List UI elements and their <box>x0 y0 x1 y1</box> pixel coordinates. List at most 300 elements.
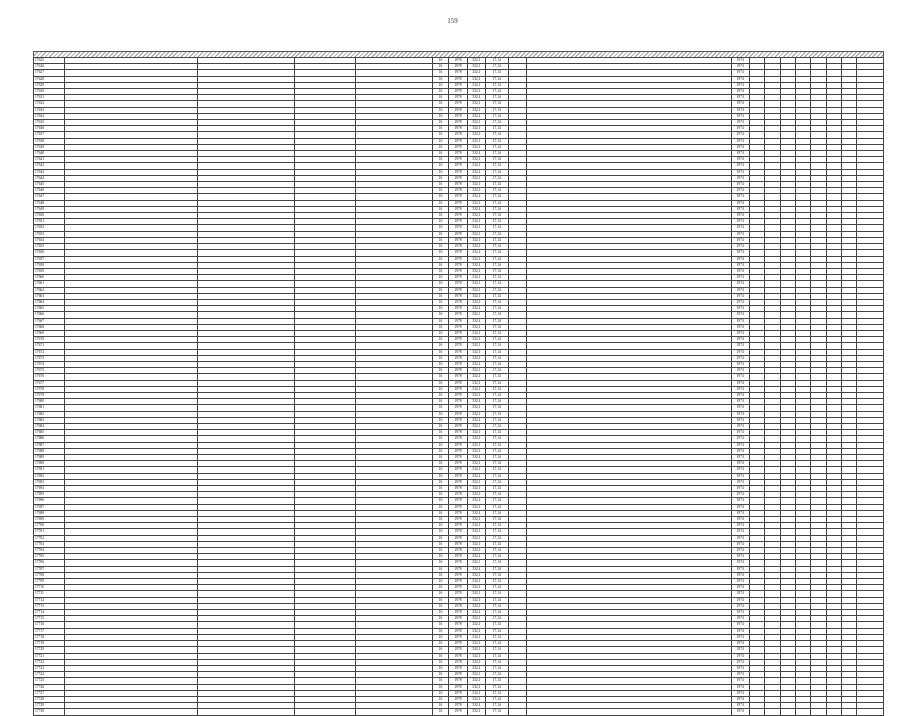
cell-house: 16 <box>432 672 448 678</box>
cell-id: 17723 <box>34 665 65 671</box>
cell-plan-year: 1974 <box>731 467 749 473</box>
cell-plan-year: 1974 <box>731 138 749 144</box>
cell-m8 <box>857 709 884 715</box>
cell-id: 17645 <box>34 182 65 188</box>
cell-house: 16 <box>432 268 448 274</box>
cell-area: 332,1 <box>467 541 485 547</box>
cell-plan-year: 1974 <box>731 529 749 535</box>
cell-area: 332,1 <box>467 703 485 709</box>
cell-id: 17652 <box>34 225 65 231</box>
cell-count: 17,14 <box>486 324 509 330</box>
cell-count: 17,14 <box>486 405 509 411</box>
cell-area: 332,1 <box>467 380 485 386</box>
cell-year: 1978 <box>449 597 467 603</box>
cell-area: 332,1 <box>467 560 485 566</box>
cell-plan-year: 1974 <box>731 374 749 380</box>
cell-plan-year: 1974 <box>731 610 749 616</box>
cell-house: 16 <box>432 467 448 473</box>
cell-year: 1978 <box>449 330 467 336</box>
cell-house: 16 <box>432 436 448 442</box>
cell-area: 332,1 <box>467 616 485 622</box>
cell-count: 17,14 <box>486 275 509 281</box>
cell-plan-year: 1974 <box>731 653 749 659</box>
cell-year: 1978 <box>449 95 467 101</box>
cell-m3 <box>780 709 795 715</box>
cell-area: 332,1 <box>467 256 485 262</box>
cell-id: 17699 <box>34 517 65 523</box>
cell-id: 17691 <box>34 467 65 473</box>
cell-year: 1978 <box>449 262 467 268</box>
cell-area: 332,1 <box>467 337 485 343</box>
cell-plan-year: 1974 <box>731 76 749 82</box>
cell-count: 17,14 <box>486 64 509 70</box>
cell-count: 17,14 <box>486 200 509 206</box>
cell-count: 17,14 <box>486 690 509 696</box>
cell-plan-year: 1974 <box>731 603 749 609</box>
cell-year: 1978 <box>449 442 467 448</box>
cell-house: 16 <box>432 82 448 88</box>
cell-plan-year: 1974 <box>731 684 749 690</box>
cell-year: 1978 <box>449 355 467 361</box>
cell-id: 17672 <box>34 349 65 355</box>
cell-id: 17716 <box>34 622 65 628</box>
cell-count: 17,14 <box>486 262 509 268</box>
cell-count: 17,14 <box>486 194 509 200</box>
cell-id: 17639 <box>34 144 65 150</box>
cell-year: 1978 <box>449 151 467 157</box>
cell-area: 332,1 <box>467 423 485 429</box>
cell-year: 1978 <box>449 306 467 312</box>
cell-year: 1978 <box>449 634 467 640</box>
cell-area: 332,1 <box>467 268 485 274</box>
cell-area: 332,1 <box>467 399 485 405</box>
cell-year: 1978 <box>449 318 467 324</box>
cell-year: 1978 <box>449 188 467 194</box>
cell-house: 16 <box>432 548 448 554</box>
cell-year: 1978 <box>449 486 467 492</box>
cell-area: 332,1 <box>467 455 485 461</box>
cell-house: 16 <box>432 343 448 349</box>
table-row <box>34 709 884 715</box>
cell-count: 17,14 <box>486 182 509 188</box>
cell-house: 16 <box>432 554 448 560</box>
cell-plan-year: 1974 <box>731 349 749 355</box>
cell-area: 332,1 <box>467 709 485 715</box>
cell-count: 17,14 <box>486 678 509 684</box>
cell-count: 17,14 <box>486 423 509 429</box>
cell-area: 332,1 <box>467 175 485 181</box>
cell-id: 17720 <box>34 647 65 653</box>
cell-count: 17,14 <box>486 461 509 467</box>
cell-id: 17628 <box>34 76 65 82</box>
cell-area: 332,1 <box>467 120 485 126</box>
cell-house: 16 <box>432 58 448 64</box>
cell-plan-year: 1974 <box>731 399 749 405</box>
cell-count: 17,14 <box>486 355 509 361</box>
cell-id: 17647 <box>34 194 65 200</box>
cell-count: 17,14 <box>486 641 509 647</box>
cell-count: 17,14 <box>486 399 509 405</box>
cell-id: 17662 <box>34 287 65 293</box>
cell-year: 1978 <box>449 200 467 206</box>
cell-area: 332,1 <box>467 250 485 256</box>
cell-area: 332,1 <box>467 169 485 175</box>
cell-id: 17722 <box>34 659 65 665</box>
cell-year: 1978 <box>449 659 467 665</box>
cell-count: 17,14 <box>486 684 509 690</box>
cell-house: 16 <box>432 113 448 119</box>
cell-house: 16 <box>432 448 448 454</box>
cell-count: 17,14 <box>486 293 509 299</box>
cell-house: 16 <box>432 293 448 299</box>
cell-area: 332,1 <box>467 312 485 318</box>
cell-area: 332,1 <box>467 554 485 560</box>
cell-plan-year: 1974 <box>731 641 749 647</box>
cell-plan-year: 1974 <box>731 355 749 361</box>
cell-area: 332,1 <box>467 219 485 225</box>
cell-area: 332,1 <box>467 473 485 479</box>
cell-plan-year: 1974 <box>731 672 749 678</box>
cell-count: 17,14 <box>486 591 509 597</box>
cell-area: 332,1 <box>467 517 485 523</box>
cell-id: 17708 <box>34 572 65 578</box>
cell-year: 1978 <box>449 163 467 169</box>
cell-house: 16 <box>432 169 448 175</box>
cell-count: 17,14 <box>486 436 509 442</box>
cell-house: 16 <box>432 355 448 361</box>
cell-count: 17,14 <box>486 442 509 448</box>
cell-house: 16 <box>432 392 448 398</box>
cell-year: 1978 <box>449 467 467 473</box>
cell-year: 1978 <box>449 337 467 343</box>
cell-plan-year: 1974 <box>731 113 749 119</box>
cell-area: 332,1 <box>467 486 485 492</box>
cell-count: 17,14 <box>486 616 509 622</box>
cell-year: 1978 <box>449 275 467 281</box>
cell-year: 1978 <box>449 107 467 113</box>
cell-count: 17,14 <box>486 597 509 603</box>
cell-house: 16 <box>432 486 448 492</box>
cell-area: 332,1 <box>467 107 485 113</box>
cell-house: 16 <box>432 566 448 572</box>
cell-area: 332,1 <box>467 76 485 82</box>
cell-id: 17728 <box>34 696 65 702</box>
cell-id: 17650 <box>34 213 65 219</box>
cell-year: 1978 <box>449 312 467 318</box>
cell-year: 1978 <box>449 696 467 702</box>
cell-m2 <box>765 709 780 715</box>
cell-house: 16 <box>432 473 448 479</box>
cell-id: 17688 <box>34 448 65 454</box>
cell-id: 17630 <box>34 89 65 95</box>
cell-house: 16 <box>432 616 448 622</box>
cell-count: 17,14 <box>486 548 509 554</box>
cell-house: 16 <box>432 703 448 709</box>
cell-id: 17627 <box>34 70 65 76</box>
cell-id: 17635 <box>34 120 65 126</box>
cell-id: 17710 <box>34 585 65 591</box>
cell-house: 16 <box>432 330 448 336</box>
cell-area: 332,1 <box>467 262 485 268</box>
cell-id: 17677 <box>34 380 65 386</box>
cell-year: 1978 <box>449 206 467 212</box>
cell-count: 17,14 <box>486 374 509 380</box>
cell-count: 17,14 <box>486 672 509 678</box>
cell-plan-year: 1974 <box>731 560 749 566</box>
cell-year: 1978 <box>449 423 467 429</box>
cell-year: 1978 <box>449 517 467 523</box>
cell-id: 17670 <box>34 337 65 343</box>
cell-count: 17,14 <box>486 479 509 485</box>
cell-id: 17680 <box>34 399 65 405</box>
cell-house: 16 <box>432 225 448 231</box>
cell-area: 332,1 <box>467 82 485 88</box>
cell-id: 17642 <box>34 163 65 169</box>
cell-area: 332,1 <box>467 101 485 107</box>
cell-plan-year: 1974 <box>731 417 749 423</box>
cell-count: 17,14 <box>486 250 509 256</box>
cell-area: 332,1 <box>467 628 485 634</box>
cell-year: 1978 <box>449 430 467 436</box>
cell-area: 332,1 <box>467 448 485 454</box>
cell-year: 1978 <box>449 380 467 386</box>
cell-house: 16 <box>432 132 448 138</box>
cell-house: 16 <box>432 641 448 647</box>
cell-plan-year: 1974 <box>731 306 749 312</box>
cell-count: 17,14 <box>486 287 509 293</box>
page-number: 159 <box>447 17 458 25</box>
cell-count: 17,14 <box>486 368 509 374</box>
cell-count: 17,14 <box>486 268 509 274</box>
cell-year: 1978 <box>449 343 467 349</box>
cell-id: 17697 <box>34 504 65 510</box>
cell-plan-year: 1974 <box>731 200 749 206</box>
cell-area: 332,1 <box>467 386 485 392</box>
cell-count: 17,14 <box>486 188 509 194</box>
cell-year: 1978 <box>449 541 467 547</box>
cell-id: 17694 <box>34 486 65 492</box>
cell-area: 332,1 <box>467 293 485 299</box>
cell-house: 16 <box>432 659 448 665</box>
cell-count: 17,14 <box>486 455 509 461</box>
cell-area: 332,1 <box>467 355 485 361</box>
cell-year: 1978 <box>449 529 467 535</box>
cell-area: 332,1 <box>467 572 485 578</box>
cell-house: 16 <box>432 163 448 169</box>
cell-area: 332,1 <box>467 324 485 330</box>
cell-id: 17640 <box>34 151 65 157</box>
cell-house: 16 <box>432 653 448 659</box>
cell-area: 332,1 <box>467 306 485 312</box>
cell-id: 17695 <box>34 492 65 498</box>
cell-work <box>526 709 731 715</box>
cell-house: 16 <box>432 678 448 684</box>
cell-plan-year: 1974 <box>731 541 749 547</box>
cell-area: 332,1 <box>467 585 485 591</box>
cell-year: 1978 <box>449 194 467 200</box>
cell-m1 <box>749 709 764 715</box>
cell-count: 17,14 <box>486 634 509 640</box>
cell-area: 332,1 <box>467 442 485 448</box>
cell-house: 16 <box>432 696 448 702</box>
cell-area: 332,1 <box>467 95 485 101</box>
cell-area: 332,1 <box>467 467 485 473</box>
cell-year: 1978 <box>449 566 467 572</box>
cell-id: 17714 <box>34 610 65 616</box>
cell-id: 17698 <box>34 510 65 516</box>
cell-count: 17,14 <box>486 510 509 516</box>
cell-house: 16 <box>432 194 448 200</box>
cell-house: 16 <box>432 231 448 237</box>
cell-plan-year: 1974 <box>731 275 749 281</box>
cell-id: 17686 <box>34 436 65 442</box>
cell-house: 16 <box>432 262 448 268</box>
cell-id: 17712 <box>34 597 65 603</box>
cell-id: 17719 <box>34 641 65 647</box>
cell-year: 1978 <box>449 510 467 516</box>
cell-id: 17632 <box>34 101 65 107</box>
cell-area: 332,1 <box>467 188 485 194</box>
cell-house: 16 <box>432 200 448 206</box>
cell-house: 16 <box>432 275 448 281</box>
cell-id: 17671 <box>34 343 65 349</box>
cell-count: 17,14 <box>486 535 509 541</box>
cell-area: 332,1 <box>467 89 485 95</box>
cell-count: 17,14 <box>486 82 509 88</box>
cell-count: 17,14 <box>486 213 509 219</box>
cell-plan-year: 1974 <box>731 455 749 461</box>
cell-plan-year: 1974 <box>731 101 749 107</box>
cell-plan-year: 1974 <box>731 448 749 454</box>
cell-id: 17721 <box>34 653 65 659</box>
cell-id: 17636 <box>34 126 65 132</box>
cell-area: 332,1 <box>467 157 485 163</box>
cell-area: 332,1 <box>467 647 485 653</box>
cell-area: 332,1 <box>467 231 485 237</box>
cell-house: 16 <box>432 76 448 82</box>
cell-id: 17717 <box>34 628 65 634</box>
cell-count: 17,14 <box>486 256 509 262</box>
cell-house: 16 <box>432 287 448 293</box>
cell-house: 16 <box>432 144 448 150</box>
cell-house: 16 <box>432 529 448 535</box>
cell-year: 1978 <box>449 405 467 411</box>
cell-id: 17703 <box>34 541 65 547</box>
cell-area: 332,1 <box>467 281 485 287</box>
cell-id: 17711 <box>34 591 65 597</box>
cell-plan-year: 1974 <box>731 182 749 188</box>
cell-plan-year: 1974 <box>731 436 749 442</box>
cell-count: 17,14 <box>486 541 509 547</box>
cell-count: 17,14 <box>486 411 509 417</box>
cell-house: 16 <box>432 312 448 318</box>
cell-id: 17661 <box>34 281 65 287</box>
cell-house: 16 <box>432 107 448 113</box>
housing-table <box>33 51 884 716</box>
cell-id: 17685 <box>34 430 65 436</box>
cell-plan-year: 1974 <box>731 461 749 467</box>
cell-area: 332,1 <box>467 368 485 374</box>
cell-area: 332,1 <box>467 113 485 119</box>
cell-area: 332,1 <box>467 597 485 603</box>
cell-id: 17643 <box>34 169 65 175</box>
cell-year: 1978 <box>449 361 467 367</box>
cell-count: 17,14 <box>486 467 509 473</box>
cell-id: 17730 <box>34 709 65 715</box>
cell-id: 17689 <box>34 455 65 461</box>
cell-id: 17648 <box>34 200 65 206</box>
cell-area: 332,1 <box>467 132 485 138</box>
cell-count: 17,14 <box>486 132 509 138</box>
cell-plan-year: 1974 <box>731 473 749 479</box>
cell-area: 332,1 <box>467 405 485 411</box>
cell-area: 332,1 <box>467 330 485 336</box>
cell-plan-year: 1974 <box>731 392 749 398</box>
cell-id: 17679 <box>34 392 65 398</box>
cell-plan-year: 1974 <box>731 281 749 287</box>
cell-year: 1978 <box>449 436 467 442</box>
cell-area: 332,1 <box>467 392 485 398</box>
cell-plan-year: 1974 <box>731 70 749 76</box>
cell-id: 17674 <box>34 361 65 367</box>
cell-area: 332,1 <box>467 126 485 132</box>
cell-area: 332,1 <box>467 479 485 485</box>
cell-id: 17682 <box>34 411 65 417</box>
cell-year: 1978 <box>449 120 467 126</box>
cell-plan-year: 1974 <box>731 188 749 194</box>
cell-id: 17654 <box>34 237 65 243</box>
cell-area: 332,1 <box>467 138 485 144</box>
cell-plan-year: 1974 <box>731 287 749 293</box>
cell-id: 17684 <box>34 423 65 429</box>
cell-id: 17656 <box>34 250 65 256</box>
cell-settlement <box>197 709 294 715</box>
cell-plan-year: 1974 <box>731 268 749 274</box>
cell-house: 16 <box>432 541 448 547</box>
cell-id: 17709 <box>34 579 65 585</box>
cell-house: 16 <box>432 572 448 578</box>
cell-count: 17,14 <box>486 219 509 225</box>
cell-house: 16 <box>432 560 448 566</box>
cell-area: 332,1 <box>467 144 485 150</box>
cell-m6 <box>826 709 841 715</box>
cell-plan-year: 1974 <box>731 517 749 523</box>
cell-house: 16 <box>432 430 448 436</box>
cell-year: 1978 <box>449 299 467 305</box>
cell-area: 332,1 <box>467 548 485 554</box>
cell-year: 1978 <box>449 169 467 175</box>
cell-year: 1978 <box>449 417 467 423</box>
cell-count: 17,14 <box>486 517 509 523</box>
cell-area: 332,1 <box>467 678 485 684</box>
cell-year: 1978 <box>449 610 467 616</box>
cell-id: 17644 <box>34 175 65 181</box>
cell-count: 17,14 <box>486 486 509 492</box>
cell-area: 332,1 <box>467 70 485 76</box>
cell-plan-year: 1974 <box>731 554 749 560</box>
cell-area: 332,1 <box>467 374 485 380</box>
cell-id: 17629 <box>34 82 65 88</box>
cell-id: 17724 <box>34 672 65 678</box>
cell-count: 17,14 <box>486 175 509 181</box>
cell-plan-year: 1974 <box>731 194 749 200</box>
cell-count: 17,14 <box>486 89 509 95</box>
cell-plan-year: 1974 <box>731 337 749 343</box>
cell-count: 17,14 <box>486 95 509 101</box>
cell-street <box>356 709 433 715</box>
cell-id: 17729 <box>34 703 65 709</box>
cell-area: 332,1 <box>467 653 485 659</box>
